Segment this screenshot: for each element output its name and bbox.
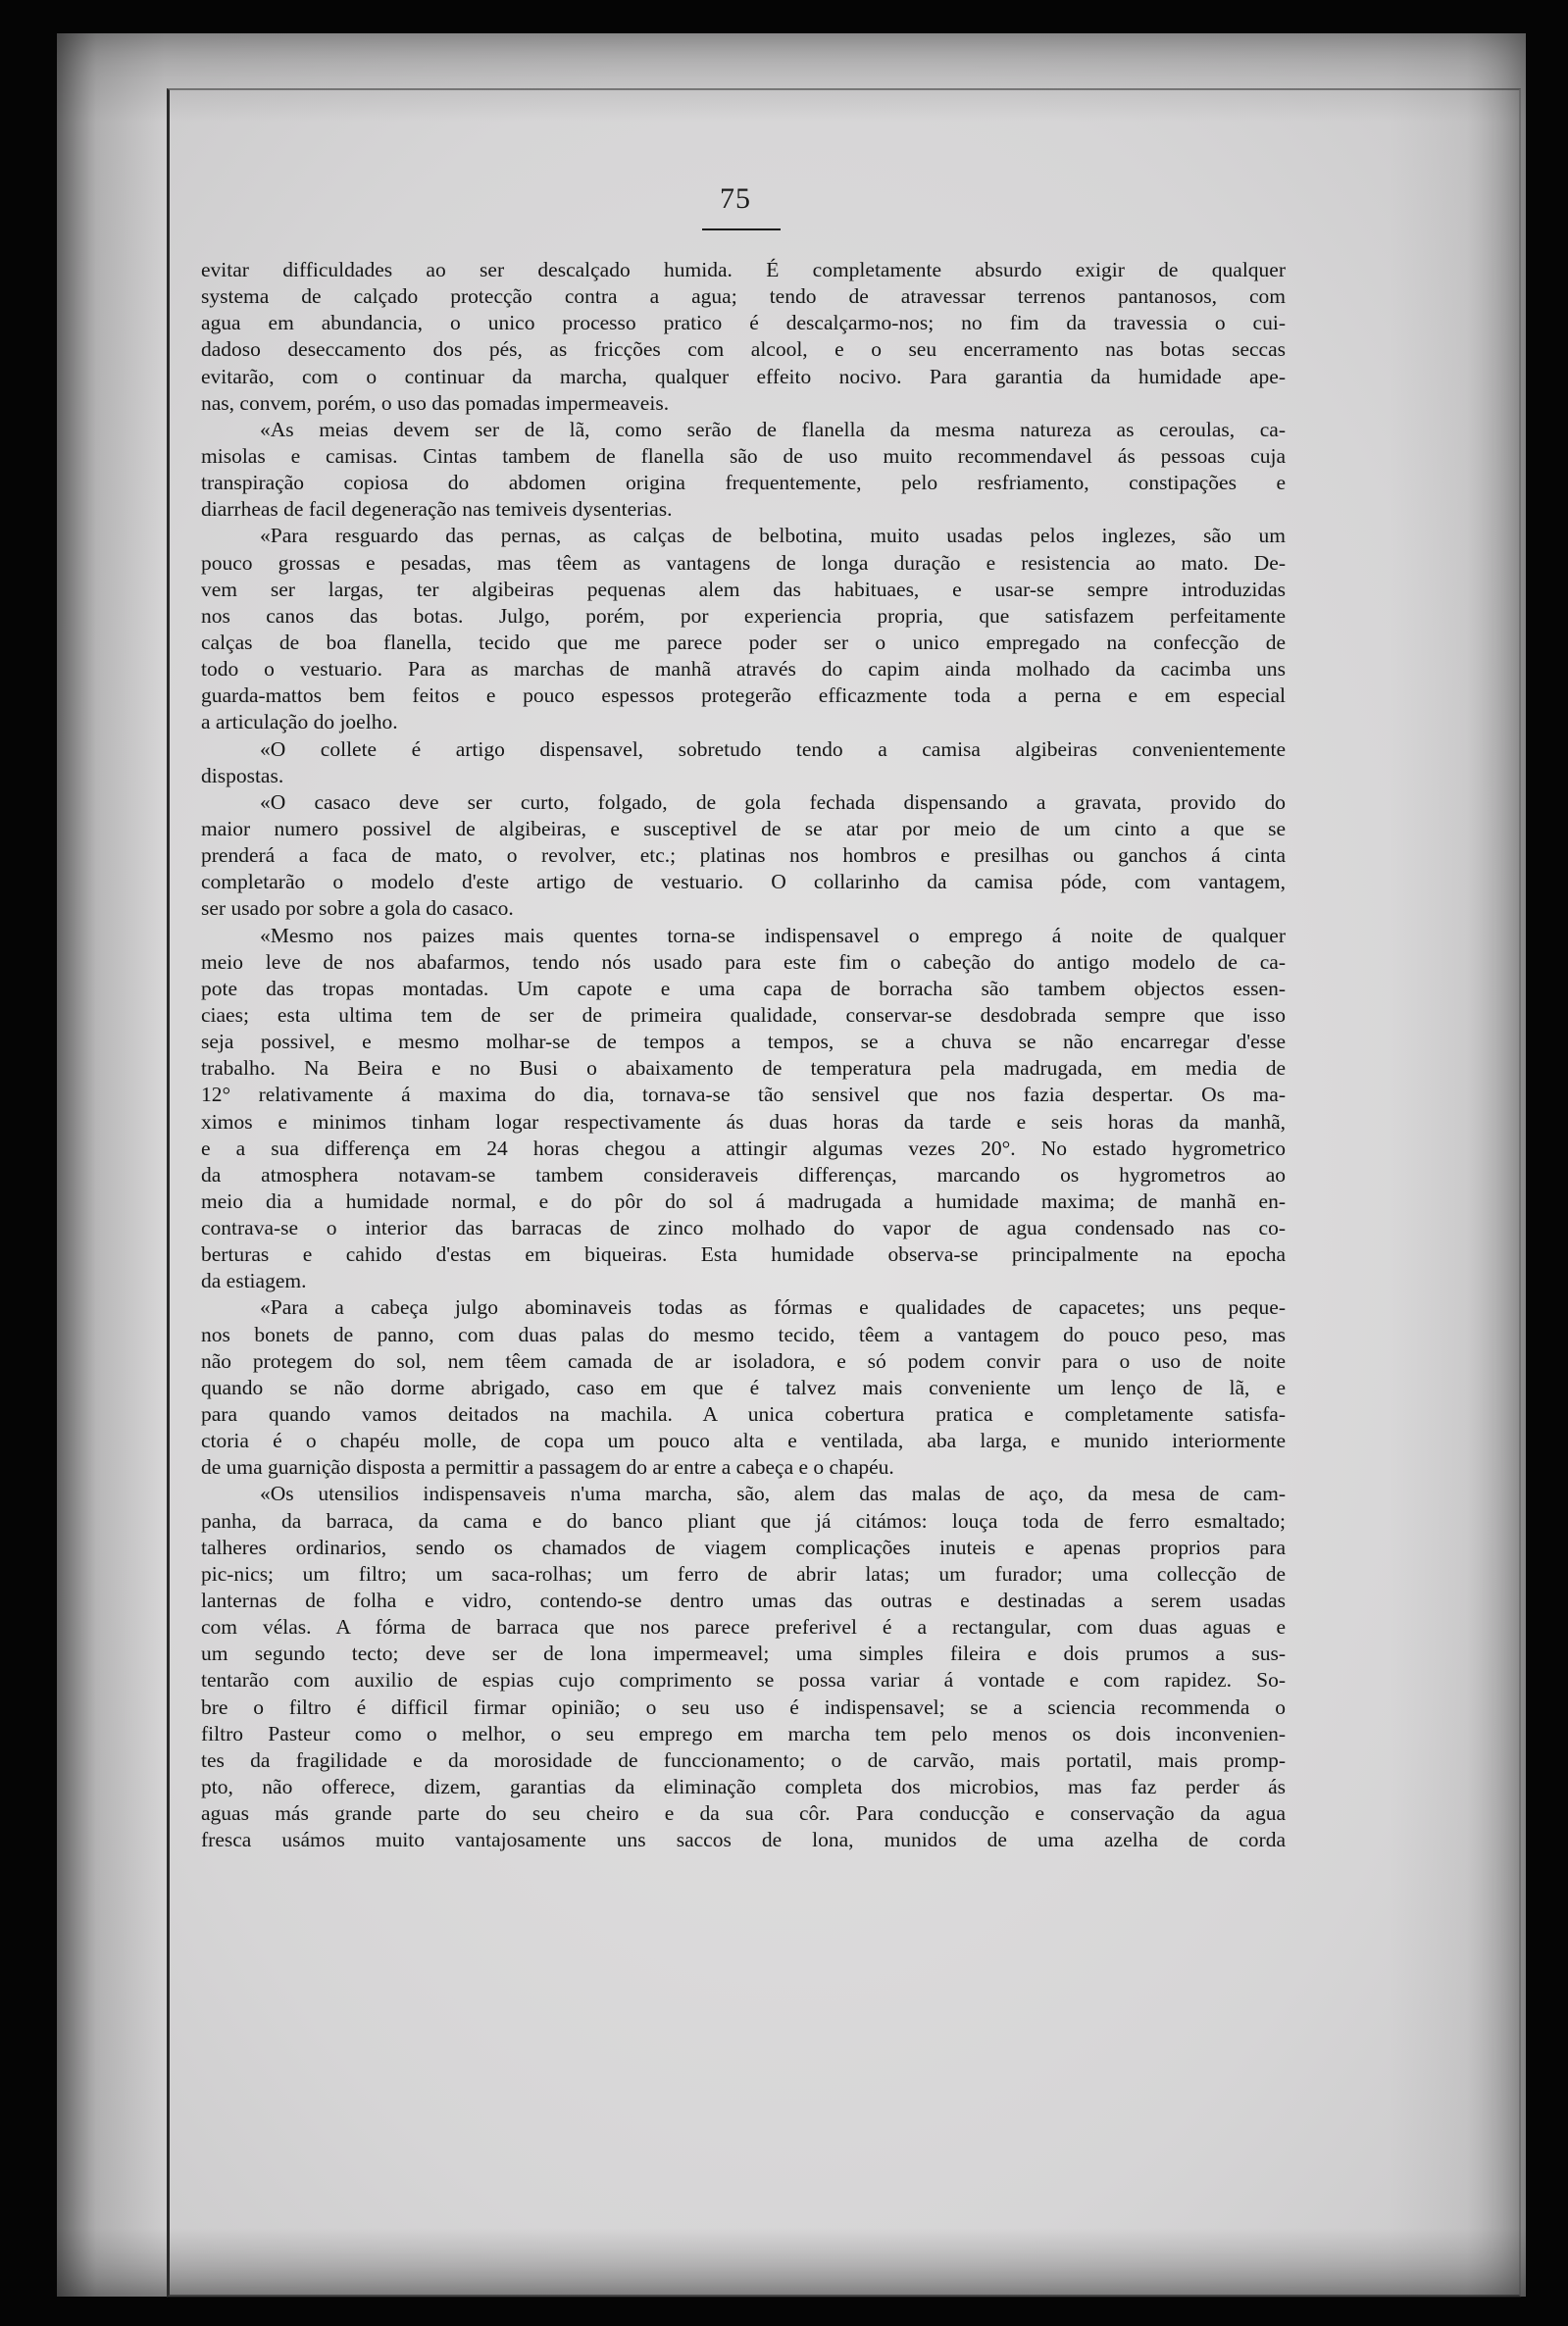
text-line: transpiração copiosa do abdomen origina frequentemente, pelo resfriamento, constipações e (201, 471, 1286, 495)
text-line: guarda-mattos bem feitos e pouco espessos protegerão efficazmente toda a perna e em especial (201, 683, 1286, 708)
text-line: não protegem do sol, nem têem camada de ar isoladora, e só podem convir para o uso de noite (201, 1348, 1286, 1373)
text-line: diarrheas de facil degeneração nas temiveis dysenterias. (201, 497, 673, 522)
text-line: nas, convem, porém, o uso das pomadas impermeaveis. (201, 390, 670, 415)
text-line: quando se não dorme abrigado, caso em que é talvez mais conveniente um lenço de lã, e (201, 1375, 1286, 1399)
text-line: seja possivel, e mesmo molhar-se de tempos a tempos, se a chuva se não encarregar d'esse (201, 1030, 1286, 1054)
text-line: maior numero possivel de algibeiras, e susceptivel de se atar por meio de um cinto a que se (201, 816, 1286, 840)
text-line: trabalho. Na Beira e no Busi o abaixamento de temperatura pela madrugada, em media de (201, 1056, 1286, 1081)
text-line: para quando vamos deitados na machila. A unica cobertura pratica e completamente satisfa- (201, 1402, 1286, 1427)
text-line: pouco grossas e pesadas, mas têem as vantagens de longa duração e resistencia ao mato. De- (201, 550, 1286, 575)
text-line: com vélas. A fórma de barraca que nos parece preferivel é a rectangular, com duas aguas e (201, 1615, 1286, 1640)
text-line: nos canos das botas. Julgo, porém, por experiencia propria, que satisfazem perfeitamente (201, 603, 1286, 628)
text-line: panha, da barraca, da cama e do banco pliant que já citámos: louça toda de ferro esmaltado; (201, 1508, 1286, 1533)
text-line: «O collete é artigo dispensavel, sobretudo tendo a camisa algibeiras convenientemente (260, 736, 1286, 761)
text-line: berturas e cahido d'estas em biqueiras. Esta humidade observa-se principalmente na epocha (201, 1242, 1286, 1267)
text-line: vem ser largas, ter algibeiras pequenas alem das habituaes, e usar-se sempre introduzidas (201, 577, 1286, 601)
text-line: da atmosphera notavam-se tambem consideraveis differenças, marcando os hygrometros ao (201, 1162, 1286, 1187)
text-line: calças de boa flanella, tecido que me parece poder ser o unico empregado na confecção de (201, 630, 1286, 654)
text-line: ctoria é o chapéu molle, de copa um pouco alta e ventilada, aba larga, e munido interiormente (201, 1429, 1286, 1453)
text-line: nos bonets de panno, com duas palas do mesmo tecido, têem a vantagem do pouco peso, mas (201, 1322, 1286, 1346)
text-line: ser usado por sobre a gola do casaco. (201, 896, 514, 921)
text-line: dadoso deseccamento dos pés, as fricções com alcool, e o seu encerramento nas botas seccas (201, 337, 1286, 362)
text-line: misolas e camisas. Cintas tambem de flanella são de uso muito recommendavel ás pessoas cuja (201, 443, 1286, 468)
text-line: «Para resguardo das pernas, as calças de belbotina, muito usadas pelos inglezes, são um (260, 524, 1286, 548)
text-line: ciaes; esta ultima tem de ser de primeira qualidade, conservar-se desdobrada sempre que isso (201, 1002, 1286, 1027)
text-line: «Para a cabeça julgo abominaveis todas as fórmas e qualidades de capacetes; uns peque- (260, 1295, 1286, 1320)
text-line: talheres ordinarios, sendo os chamados de viagem complicações inuteis e apenas proprios para (201, 1535, 1286, 1559)
text-line: fresca usámos muito vantajosamente uns saccos de lona, munidos de uma azelha de corda (201, 1828, 1286, 1852)
text-line: tes da fragilidade e da morosidade de funccionamento; o de carvão, mais portatil, mais promp- (201, 1747, 1286, 1772)
text-line: aguas más grande parte do seu cheiro e da sua côr. Para conducção e conservação da agua (201, 1801, 1286, 1826)
text-line: pto, não offerece, dizem, garantias da eliminação completa dos microbios, mas faz perder ás (201, 1775, 1286, 1799)
text-line: agua em abundancia, o unico processo pratico é descalçarmo-nos; no fim da travessia o cui- (201, 311, 1286, 335)
page-number-rule (702, 228, 781, 230)
text-line: contrava-se o interior das barracas de zinco molhado do vapor de agua condensado nas co- (201, 1216, 1286, 1240)
text-line: filtro Pasteur como o melhor, o seu emprego em marcha tem pelo menos os dois inconvenien- (201, 1721, 1286, 1745)
body-text (201, 257, 1286, 1853)
text-line: e a sua differença em 24 horas chegou a attingir algumas vezes 20°. No estado hygrometrico (201, 1136, 1286, 1160)
text-line: um segundo tecto; deve ser de lona impermeavel; uma simples fileira e dois prumos a sus- (201, 1642, 1286, 1666)
text-line: meio leve de nos abafarmos, tendo nós usado para este fim o cabeção do antigo modelo de ca- (201, 949, 1286, 974)
text-line: prenderá a faca de mato, o revolver, etc.; platinas nos hombros e presilhas ou ganchos á cinta (201, 843, 1286, 868)
text-line: todo o vestuario. Para as marchas de manhã através do capim ainda molhado da cacimba uns (201, 657, 1286, 682)
page-number: 75 (720, 182, 751, 215)
text-line: evitarão, com o continuar da marcha, qualquer effeito nocivo. Para garantia da humidade ape- (201, 364, 1286, 388)
text-line: evitar difficuldades ao ser descalçado humida. É completamente absurdo exigir de qualquer (201, 258, 1286, 281)
text-line: «O casaco deve ser curto, folgado, de gola fechada dispensando a gravata, provido do (260, 789, 1286, 814)
text-line: de uma guarnição disposta a permittir a passagem do ar entre a cabeça e o chapéu. (201, 1455, 894, 1480)
text-line: systema de calçado protecção contra a agua; tendo de atravessar terrenos pantanosos, com (201, 284, 1286, 309)
text-line: pote das tropas montadas. Um capote e uma capa de borracha são tambem objectos essen- (201, 976, 1286, 1000)
text-line: da estiagem. (201, 1269, 307, 1293)
text-line: ximos e minimos tinham logar respectivamente ás duas horas da tarde e seis horas da manhã, (201, 1109, 1286, 1134)
text-line: «Os utensilios indispensaveis n'uma marcha, são, alem das malas de aço, da mesa de cam- (260, 1482, 1286, 1506)
text-line: «Mesmo nos paizes mais quentes torna-se indispensavel o emprego á noite de qualquer (260, 923, 1286, 947)
text-line: a articulação do joelho. (201, 710, 398, 734)
text-line: bre o filtro é difficil firmar opinião; o seu uso é indispensavel; se a sciencia recommenda o (201, 1694, 1286, 1719)
text-line: 12° relativamente á maxima do dia, tornava-se tão sensivel que nos fazia despertar. Os ma- (201, 1083, 1286, 1107)
text-line: dispostas. (201, 763, 284, 787)
text-line: lanternas de folha e vidro, contendo-se dentro umas das outras e destinadas a serem usadas (201, 1589, 1286, 1613)
text-line: «As meias devem ser de lã, como serão de flanella da mesma natureza as ceroulas, ca- (260, 417, 1286, 441)
text-line: completarão o modelo d'este artigo de vestuario. O collarinho da camisa póde, com vantagem, (201, 870, 1286, 894)
text-line: meio dia a humidade normal, e do pôr do sol á madrugada a humidade maxima; de manhã en- (201, 1188, 1286, 1213)
text-line: pic-nics; um filtro; um saca-rolhas; um ferro de abrir latas; um furador; uma collecção de (201, 1561, 1286, 1586)
text-line: tentarão com auxilio de espias cujo comprimento se possa variar á vontade e com rapidez. So- (201, 1668, 1286, 1693)
